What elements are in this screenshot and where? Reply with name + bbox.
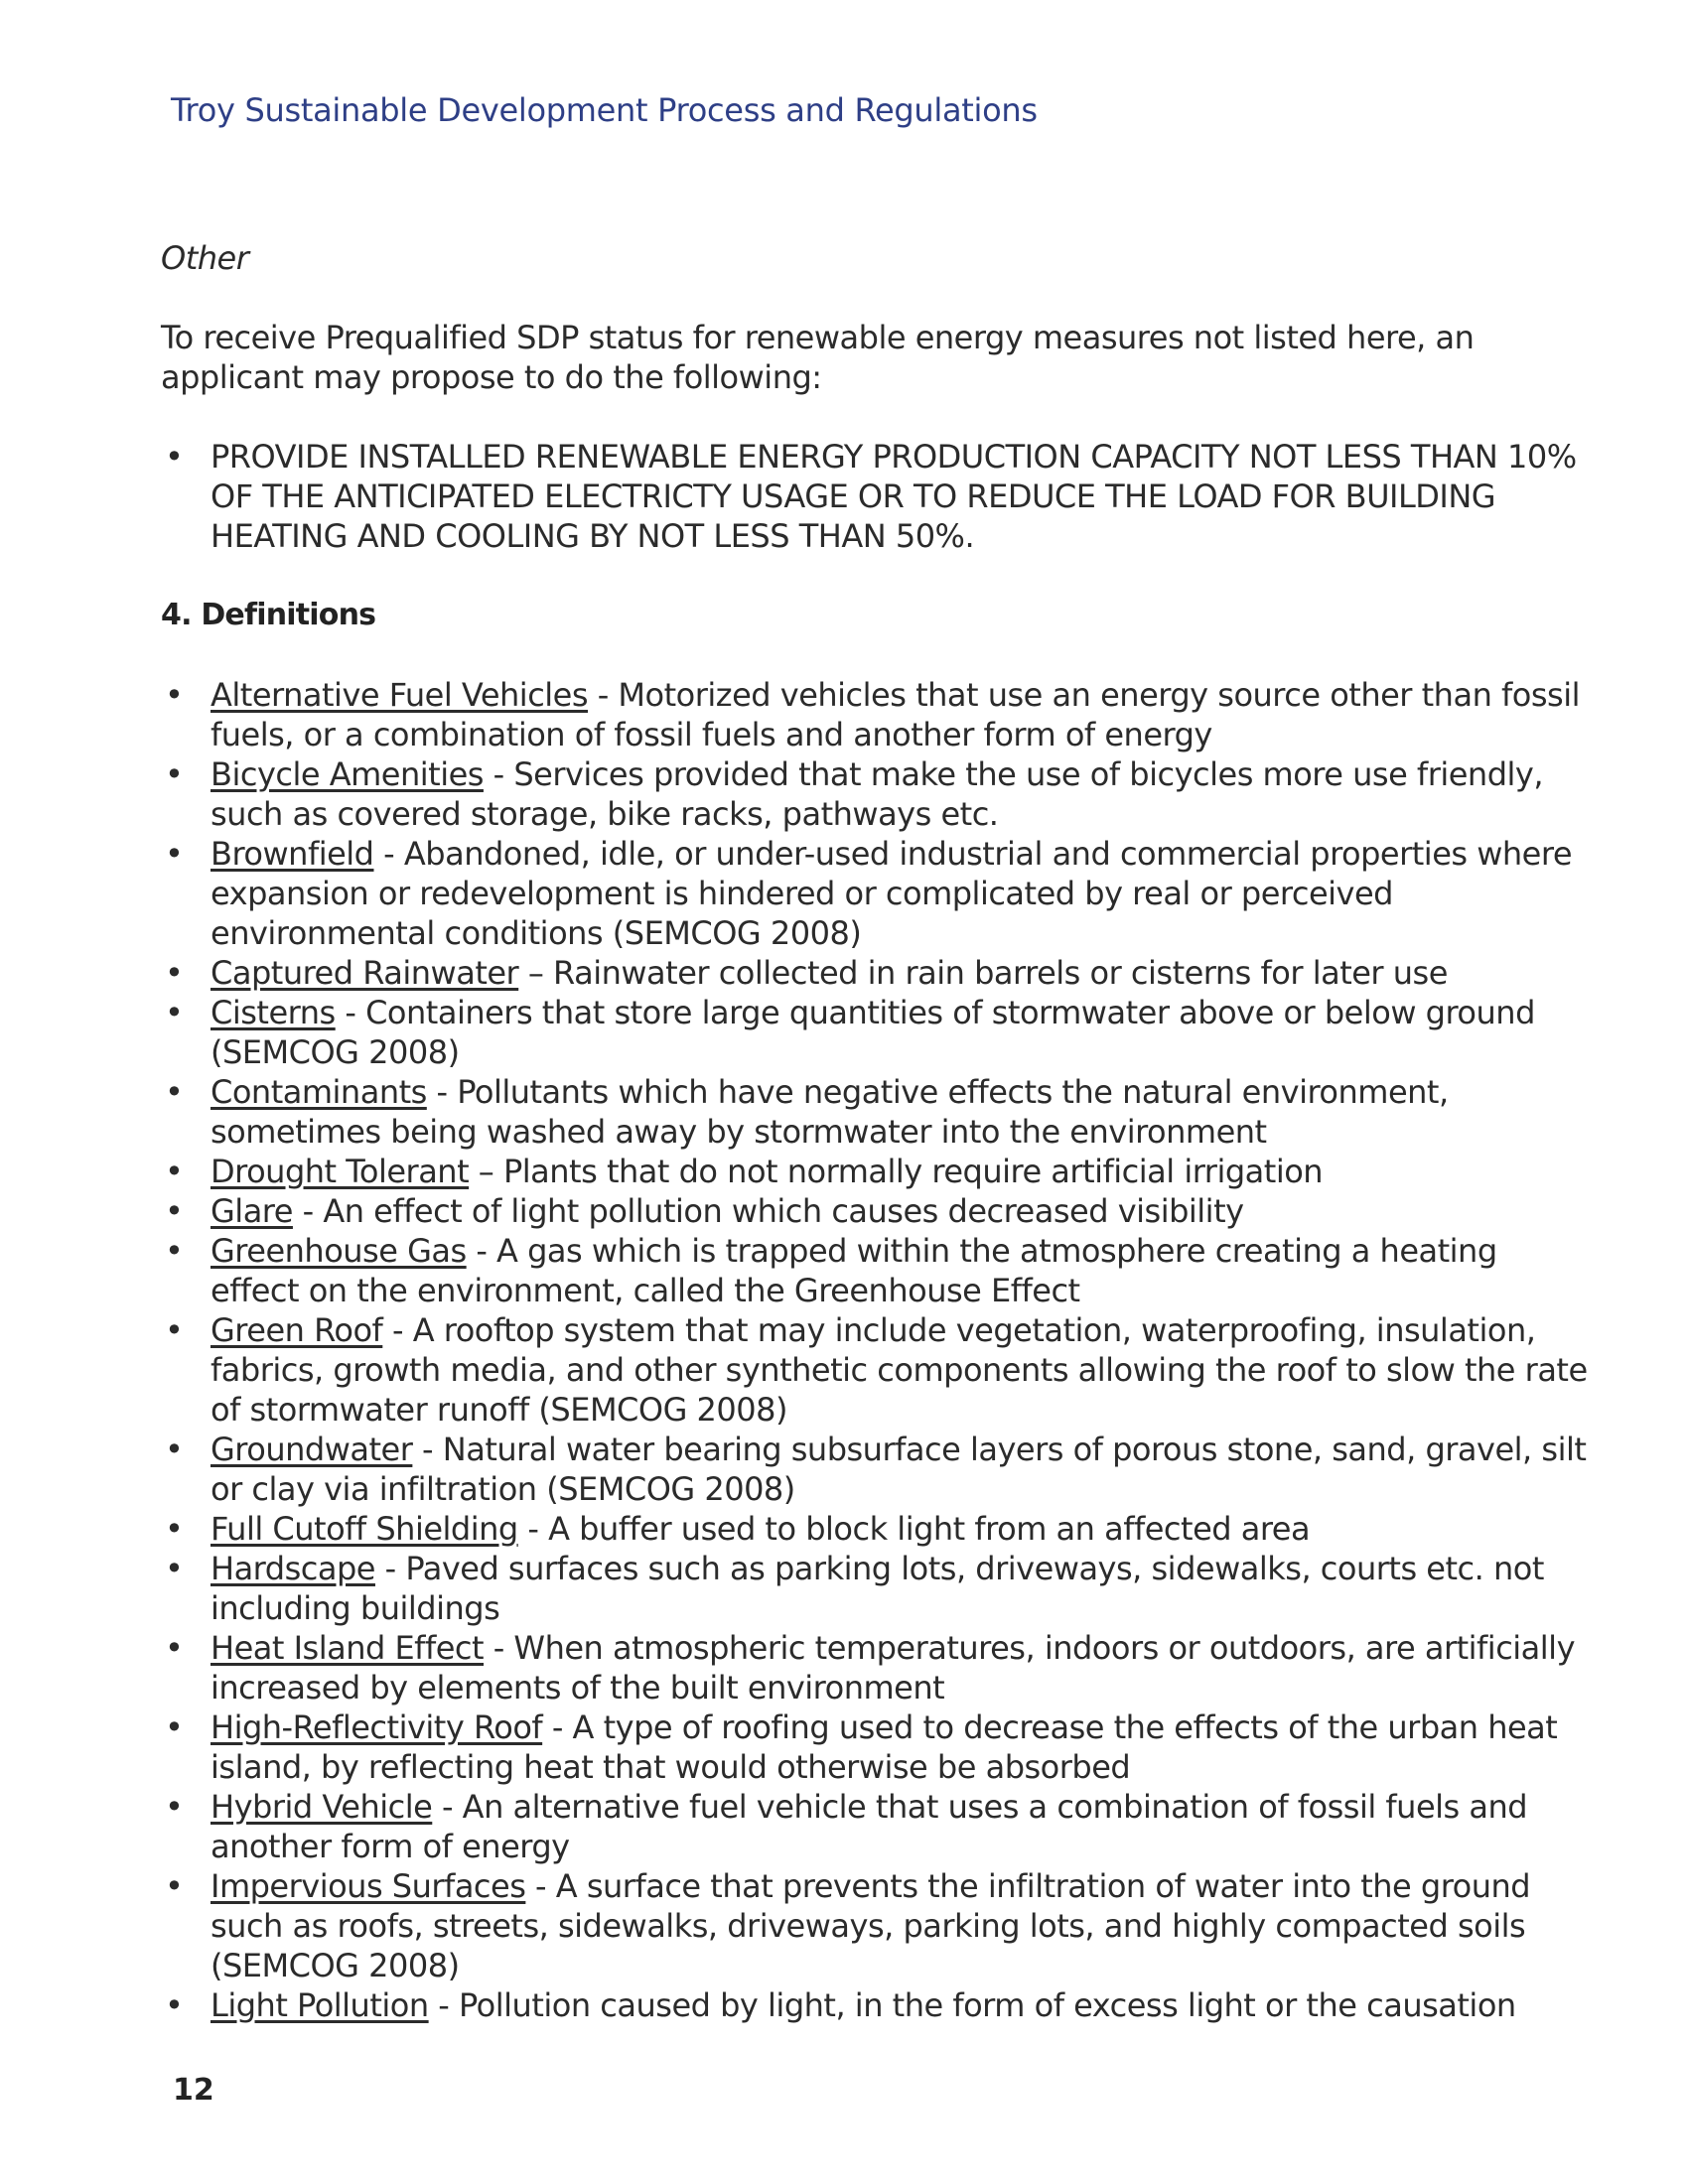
bullet-icon: • — [165, 1192, 184, 1230]
definition-item — [161, 1072, 1591, 1152]
definition-item — [161, 1866, 1591, 1985]
definition-item — [161, 953, 1591, 993]
requirement-item — [161, 437, 1591, 556]
page-number: 12 — [173, 2073, 214, 2108]
page-body — [161, 238, 1591, 2025]
bullet-icon: • — [165, 1510, 184, 1548]
definition-term: Groundwater — [211, 1431, 413, 1468]
definition-separator: - — [466, 1232, 497, 1270]
definition-term: Brownfield — [211, 835, 374, 873]
definition-term: Full Cutoff Shielding — [211, 1510, 518, 1548]
definition-term: Glare — [211, 1192, 293, 1230]
definition-text: A surface that prevents the infiltration of water into the ground such as roofs, streets, sidewalks, driveways, parking lots, and highly compacted soils (SEMCOG 2008) — [211, 1867, 1531, 1984]
definition-text: Plants that do not normally require artificial irrigation — [502, 1153, 1324, 1190]
definition-separator: - — [483, 755, 514, 793]
bullet-icon: • — [165, 954, 184, 992]
intro-paragraph: To receive Prequalified SDP status for renewable energy measures not listed here, an applicant may propose to do the following: — [161, 319, 1475, 396]
definition-separator: - — [335, 994, 366, 1031]
subsection-heading-other: Other — [161, 239, 249, 277]
definition-text: A type of roofing used to decrease the effects of the urban heat island, by reflecting heat that would otherwise be absorbed — [211, 1708, 1558, 1786]
definition-separator: - — [525, 1867, 556, 1905]
bullet-icon: • — [165, 1153, 184, 1190]
definition-text: Motorized vehicles that use an energy source other than fossil fuels, or a combination of fossil fuels and another form of energy — [211, 676, 1580, 753]
definition-item — [161, 993, 1591, 1072]
bullet-icon: • — [165, 1550, 184, 1587]
definition-term: Contaminants — [211, 1073, 427, 1111]
definition-term: Alternative Fuel Vehicles — [211, 676, 589, 714]
bullet-icon: • — [165, 1629, 184, 1667]
definition-text: Services provided that make the use of bicycles more use friendly, such as covered storage, bike racks, pathways etc. — [211, 755, 1544, 833]
definition-term: Bicycle Amenities — [211, 755, 484, 793]
definition-text: Pollution caused by light, in the form of excess light or the causation — [459, 1986, 1516, 2024]
bullet-icon: • — [165, 438, 184, 476]
definition-separator: - — [412, 1431, 443, 1468]
definition-item — [161, 675, 1591, 754]
definition-item — [161, 1985, 1591, 2025]
definition-item — [161, 1310, 1591, 1430]
definition-item — [161, 1231, 1591, 1310]
bullet-icon: • — [165, 1867, 184, 1905]
definition-separator: - — [484, 1629, 514, 1667]
definitions-list — [161, 675, 1591, 2025]
definition-term: Heat Island Effect — [211, 1629, 485, 1667]
definition-item — [161, 1430, 1591, 1509]
definition-separator: - — [428, 1986, 460, 2024]
bullet-icon: • — [165, 1986, 184, 2024]
definition-term: Hybrid Vehicle — [211, 1788, 433, 1826]
requirement-text: PROVIDE INSTALLED RENEWABLE ENERGY PRODUCTION CAPACITY NOT LESS THAN 10% OF THE ANTICIPATED ELECTRICTY USAGE OR TO REDUCE THE LOAD FOR BUILDING HEATING AND COOLING BY NOT LESS THAN 50%. — [211, 438, 1577, 555]
definition-separator: - — [432, 1788, 463, 1826]
definition-term: High-Reflectivity Roof — [211, 1708, 543, 1746]
bullet-icon: • — [165, 1788, 184, 1826]
running-header: Troy Sustainable Development Process and Regulations — [171, 91, 1038, 129]
bullet-icon: • — [165, 994, 184, 1031]
definition-term: Green Roof — [211, 1311, 383, 1349]
bullet-icon: • — [165, 835, 184, 873]
definition-text: Natural water bearing subsurface layers of porous stone, sand, gravel, silt or clay via infiltration (SEMCOG 2008) — [211, 1431, 1587, 1508]
definition-separator: - — [373, 835, 404, 873]
definition-item — [161, 1628, 1591, 1707]
definition-text: Abandoned, idle, or under-used industrial and commercial properties where expansion or redevelopment is hindered or complicated by real or perceived environmental conditions (SEMCOG 2008) — [211, 835, 1572, 952]
definition-term: Captured Rainwater — [211, 954, 519, 992]
definition-item — [161, 1787, 1591, 1866]
definition-term: Drought Tolerant — [211, 1153, 470, 1190]
definition-item — [161, 754, 1591, 834]
bullet-icon: • — [165, 1311, 184, 1349]
definition-text: An effect of light pollution which causes decreased visibility — [323, 1192, 1244, 1230]
definition-item — [161, 1509, 1591, 1549]
definition-text: A gas which is trapped within the atmosphere creating a heating effect on the environment, called the Greenhouse Effect — [211, 1232, 1497, 1309]
definition-text: Paved surfaces such as parking lots, driveways, sidewalks, courts etc. not including buildings — [211, 1550, 1544, 1627]
bullet-icon: • — [165, 1431, 184, 1468]
definition-item — [161, 1152, 1591, 1191]
section-heading-definitions: 4. Definitions — [161, 598, 376, 632]
definition-separator: - — [374, 1550, 406, 1587]
definition-text: A buffer used to block light from an affected area — [548, 1510, 1311, 1548]
requirement-list — [161, 437, 1591, 556]
bullet-icon: • — [165, 1073, 184, 1111]
bullet-icon: • — [165, 676, 184, 714]
definition-text: When atmospheric temperatures, indoors or outdoors, are artificially increased by elements of the built environment — [211, 1629, 1575, 1706]
definition-item — [161, 1191, 1591, 1231]
bullet-icon: • — [165, 755, 184, 793]
definition-separator: – — [469, 1153, 503, 1190]
definition-term: Impervious Surfaces — [211, 1867, 526, 1905]
bullet-icon: • — [165, 1232, 184, 1270]
definition-text: Containers that store large quantities of stormwater above or below ground (SEMCOG 2008) — [211, 994, 1535, 1071]
definition-separator: - — [292, 1192, 324, 1230]
definition-separator: - — [517, 1510, 549, 1548]
definition-term: Hardscape — [211, 1550, 375, 1587]
definition-item — [161, 1549, 1591, 1628]
definition-separator: - — [542, 1708, 573, 1746]
definition-term: Greenhouse Gas — [211, 1232, 467, 1270]
definition-text: Rainwater collected in rain barrels or cisterns for later use — [553, 954, 1448, 992]
definition-separator: – — [518, 954, 554, 992]
definition-text: A rooftop system that may include vegetation, waterproofing, insulation, fabrics, growth media, and other synthetic components allowing the roof to slow the rate of stormwater runoff (SEMCOG 2008) — [211, 1311, 1588, 1429]
definition-separator: - — [382, 1311, 413, 1349]
definition-text: An alternative fuel vehicle that uses a combination of fossil fuels and another form of energy — [211, 1788, 1528, 1865]
definition-term: Light Pollution — [211, 1986, 429, 2024]
bullet-icon: • — [165, 1708, 184, 1746]
definition-item — [161, 1707, 1591, 1787]
definition-item — [161, 834, 1591, 953]
definition-separator: - — [588, 676, 619, 714]
definition-separator: - — [426, 1073, 458, 1111]
definition-term: Cisterns — [211, 994, 336, 1031]
definition-text: Pollutants which have negative effects the natural environment, sometimes being washed away by stormwater into the environment — [211, 1073, 1449, 1151]
